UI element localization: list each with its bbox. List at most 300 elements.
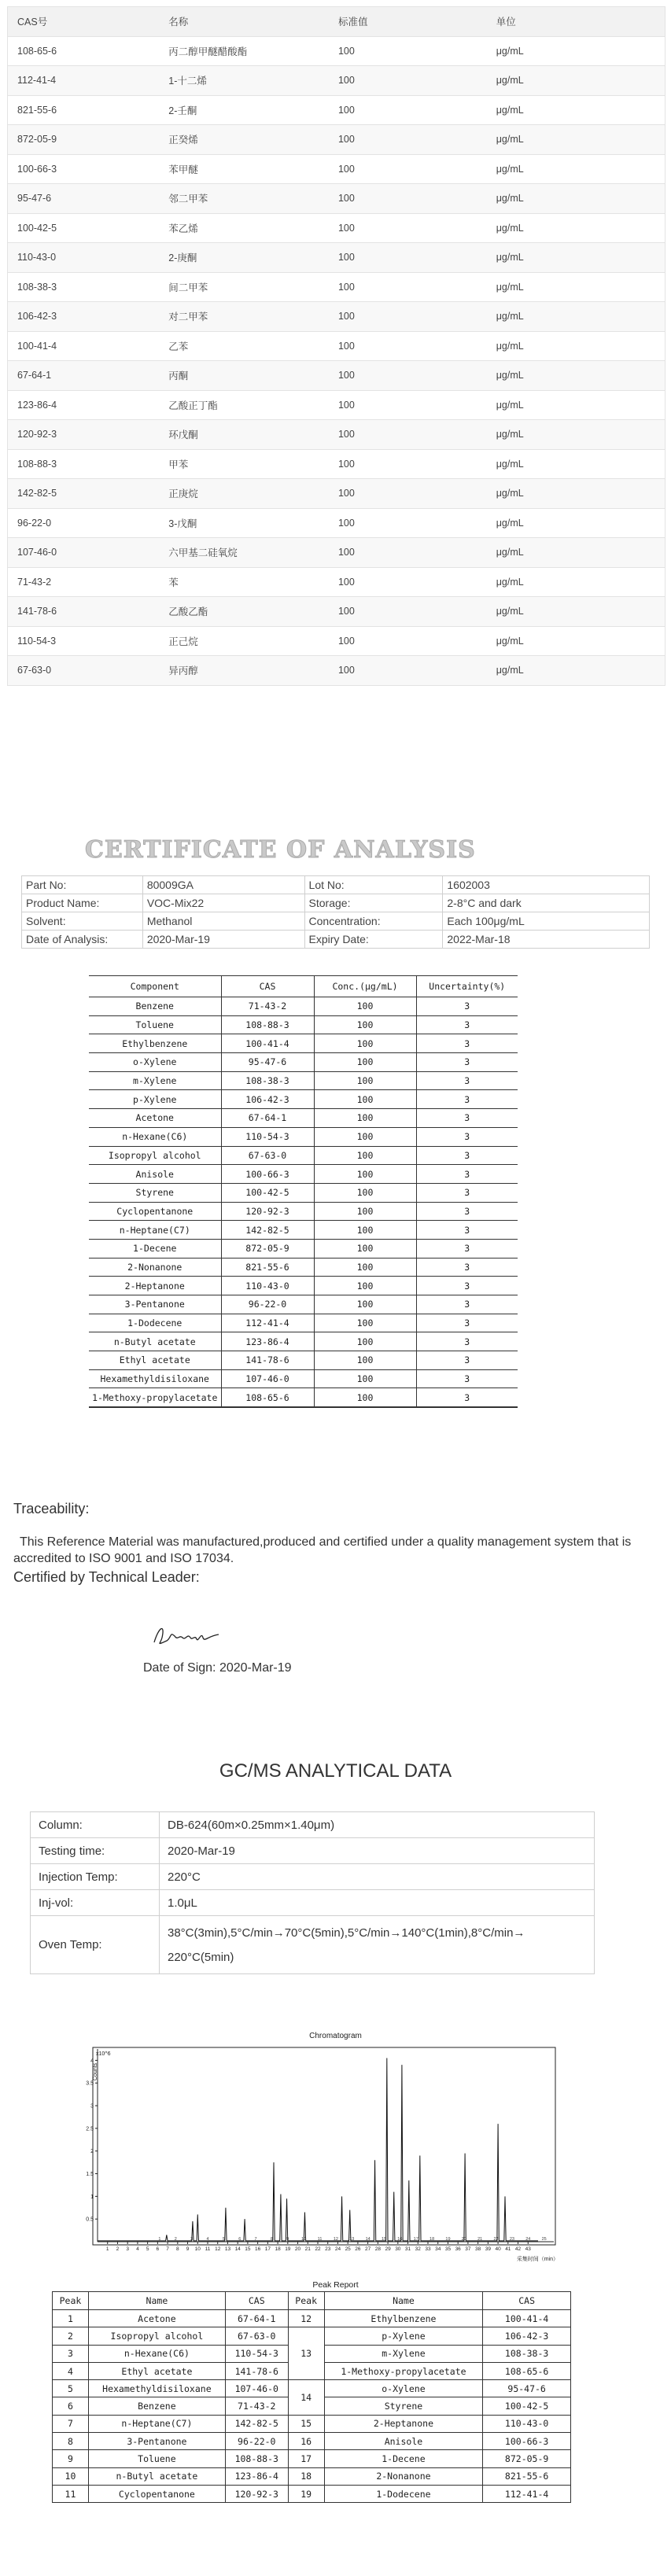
peak-number-label: 14	[365, 2237, 371, 2242]
table-cell: 821-55-6	[483, 2467, 571, 2485]
table-cell: n-Heptane(C7)	[88, 2415, 225, 2432]
component-header-cell: Component	[89, 976, 221, 997]
peak-number-label: 8	[270, 2237, 273, 2242]
table-cell: Styrene	[89, 1183, 221, 1202]
table-cell: μg/mL	[487, 420, 665, 450]
table-cell: Anisole	[324, 2433, 483, 2450]
table-cell: Ethyl acetate	[88, 2362, 225, 2379]
x-tick-label: 41	[505, 2246, 511, 2252]
gcms-row	[31, 1864, 595, 1890]
x-tick-label: 25	[345, 2246, 351, 2252]
table-cell: 100	[314, 1314, 416, 1332]
table-row	[53, 2310, 571, 2327]
table-cell: 100	[329, 184, 487, 214]
table-cell: n-Hexane(C6)	[88, 2345, 225, 2362]
table-row	[53, 2380, 571, 2397]
y-scale-label: x10^6	[96, 2051, 111, 2057]
table-cell: 对二甲苯	[159, 302, 329, 332]
peak-number-label: 21	[477, 2237, 483, 2242]
info-value: Methanol	[142, 912, 304, 931]
table-cell: 1-Decene	[89, 1239, 221, 1258]
x-tick-label: 2	[116, 2246, 120, 2252]
table-cell: 3	[416, 1369, 518, 1388]
table-row	[89, 1314, 518, 1332]
table-cell: 2	[53, 2327, 89, 2345]
x-tick-label: 28	[374, 2246, 381, 2252]
table-cell: 100-42-5	[221, 1183, 314, 1202]
table-cell: 120-92-3	[8, 420, 160, 450]
peak-number-label: 23	[509, 2237, 514, 2242]
x-tick-label: 3	[126, 2246, 129, 2252]
table-cell: 3	[416, 1071, 518, 1090]
table-cell: 872-05-9	[8, 125, 160, 155]
table-cell: 96-22-0	[221, 1295, 314, 1314]
peak-number-label: 5	[222, 2237, 225, 2242]
x-tick-label: 31	[404, 2246, 411, 2252]
table-row	[53, 2485, 571, 2502]
table-cell: 108-38-3	[483, 2345, 571, 2362]
info-row	[22, 931, 650, 949]
x-tick-label: 9	[186, 2246, 190, 2252]
x-tick-label: 42	[514, 2246, 522, 2252]
table-cell: 100	[314, 1127, 416, 1146]
table-cell: 14	[288, 2380, 324, 2416]
x-tick-label: 23	[325, 2246, 331, 2252]
info-label: Concentration:	[304, 912, 443, 931]
table-cell: Cyclopentanone	[89, 1202, 221, 1221]
table-row	[8, 184, 665, 214]
table-cell: 821-55-6	[221, 1258, 314, 1277]
table-cell: 18	[288, 2467, 324, 2485]
peak-number-label: 7	[254, 2237, 257, 2242]
table-cell: 100-42-5	[483, 2397, 571, 2415]
table-cell: 11	[53, 2485, 89, 2502]
table-row	[89, 1165, 518, 1184]
table-row	[89, 1183, 518, 1202]
info-value: VOC-Mix22	[142, 894, 304, 912]
table-cell: 3	[416, 1090, 518, 1109]
peak-number-label: 2	[174, 2237, 177, 2242]
table-cell: 乙苯	[159, 331, 329, 361]
gcms-value: 2020-Mar-19	[160, 1838, 595, 1864]
table-cell: 3	[53, 2345, 89, 2362]
table-cell: 67-64-1	[8, 361, 160, 391]
table-cell: 110-43-0	[483, 2415, 571, 2432]
table-cell: 3	[416, 1146, 518, 1165]
gcms-title: GC/MS ANALYTICAL DATA	[219, 1760, 452, 1782]
table-row	[89, 1369, 518, 1388]
x-tick-label: 8	[176, 2246, 179, 2252]
table-cell: 7	[53, 2415, 89, 2432]
table-row	[89, 1221, 518, 1240]
table-cell: 120-92-3	[221, 1202, 314, 1221]
y-tick-label: 1.5	[86, 2172, 94, 2178]
peak-number-label: 11	[317, 2237, 323, 2242]
gcms-label: Testing time:	[31, 1838, 160, 1864]
table-cell: 3-Pentanone	[88, 2433, 225, 2450]
gcms-value: 1.0μL	[160, 1890, 595, 1916]
table-cell: 4	[53, 2362, 89, 2379]
table-cell: 2-Nonanone	[89, 1258, 221, 1277]
table-cell: Hexamethyldisiloxane	[88, 2380, 225, 2397]
table-row	[8, 213, 665, 243]
table-row	[8, 567, 665, 597]
table-row	[89, 1053, 518, 1072]
table-cell: 141-78-6	[221, 1351, 314, 1370]
x-tick-label: 13	[224, 2246, 231, 2252]
table-cell: m-Xylene	[89, 1071, 221, 1090]
table-cell: 3	[416, 1221, 518, 1240]
table-cell: 100	[314, 1146, 416, 1165]
table-cell: Ethylbenzene	[89, 1034, 221, 1053]
info-label: Solvent:	[22, 912, 143, 931]
component-header-row	[89, 976, 518, 997]
x-tick-label: 27	[365, 2246, 371, 2252]
table-row	[53, 2433, 571, 2450]
peak-header-cell: CAS	[483, 2292, 571, 2310]
table-cell: μg/mL	[487, 95, 665, 125]
table-cell: μg/mL	[487, 125, 665, 155]
table-cell: 100	[329, 479, 487, 509]
table-row	[8, 125, 665, 155]
table-row	[89, 1015, 518, 1034]
table-cell: 100	[329, 508, 487, 538]
peak-number-label: 19	[445, 2237, 451, 2242]
table-cell: μg/mL	[487, 626, 665, 656]
y-tick-label: 1	[90, 2194, 94, 2200]
table-cell: 2-Heptanone	[89, 1277, 221, 1295]
table-cell: 95-47-6	[221, 1053, 314, 1072]
info-row	[22, 912, 650, 931]
x-tick-label: 15	[245, 2246, 251, 2252]
table-cell: 3	[416, 1351, 518, 1370]
table-cell: 1-Dodecene	[324, 2485, 483, 2502]
x-tick-label: 6	[156, 2246, 160, 2252]
table-cell: 17	[288, 2450, 324, 2467]
y-axis-label: Counts	[93, 2062, 98, 2080]
table-cell: 9	[53, 2450, 89, 2467]
table-row	[89, 1146, 518, 1165]
table-cell: 141-78-6	[225, 2362, 288, 2379]
table-row	[8, 656, 665, 686]
table-cell: 100	[329, 213, 487, 243]
table-cell: 2-壬酮	[159, 95, 329, 125]
table-cell: 3-戊酮	[159, 508, 329, 538]
table-cell: μg/mL	[487, 213, 665, 243]
gcms-row	[31, 1812, 595, 1838]
peak-number-label: 13	[349, 2237, 355, 2242]
table-row	[89, 1277, 518, 1295]
y-tick-label: 2	[90, 2149, 94, 2155]
x-tick-label: 5	[146, 2246, 149, 2252]
table-cell: 123-86-4	[225, 2467, 288, 2485]
table-cell: 100	[314, 1109, 416, 1128]
table-row	[89, 1127, 518, 1146]
table-row	[53, 2467, 571, 2485]
table-cell: 1	[53, 2310, 89, 2327]
table-cell: μg/mL	[487, 361, 665, 391]
table-cell: 95-47-6	[8, 184, 160, 214]
table-cell: p-Xylene	[89, 1090, 221, 1109]
table-cell: 1-十二烯	[159, 66, 329, 96]
table-cell: μg/mL	[487, 272, 665, 302]
traceability-heading: Traceability:	[13, 1501, 90, 1516]
table-cell: 100	[314, 1053, 416, 1072]
table-cell: Acetone	[88, 2310, 225, 2327]
table-cell: 环戊酮	[159, 420, 329, 450]
table-cell: 乙酸乙酯	[159, 597, 329, 627]
table-cell: Hexamethyldisiloxane	[89, 1369, 221, 1388]
table-cell: 1-Decene	[324, 2450, 483, 2467]
table-cell: 1-Methoxy-propylacetate	[89, 1388, 221, 1407]
table-cell: 100	[329, 361, 487, 391]
table-row	[89, 1109, 518, 1128]
x-tick-label: 40	[495, 2246, 501, 2252]
table-cell: 3	[416, 1015, 518, 1034]
table-cell: 邻二甲苯	[159, 184, 329, 214]
table-row	[89, 1351, 518, 1370]
table-cell: 100	[329, 449, 487, 479]
table-cell: 3	[416, 1277, 518, 1295]
table-cell: 3	[416, 1034, 518, 1053]
table-cell: 67-63-0	[221, 1146, 314, 1165]
table-row	[89, 997, 518, 1016]
table-cell: 2-庚酮	[159, 243, 329, 273]
table-row	[8, 508, 665, 538]
info-label: Lot No:	[304, 876, 443, 894]
table-cell: 872-05-9	[221, 1239, 314, 1258]
peak-number-label: 17	[413, 2237, 418, 2242]
table-cell: 3	[416, 1239, 518, 1258]
table-cell: 107-46-0	[8, 538, 160, 568]
table-cell: μg/mL	[487, 479, 665, 509]
signature-image	[151, 1620, 222, 1649]
x-tick-label: 4	[136, 2246, 139, 2252]
table-cell: 100	[329, 597, 487, 627]
table-row	[53, 2450, 571, 2467]
gcms-label: Column:	[31, 1812, 160, 1838]
info-label: Expiry Date:	[304, 931, 443, 949]
table-cell: 108-65-6	[483, 2362, 571, 2379]
info-label: Part No:	[22, 876, 143, 894]
table-cell: μg/mL	[487, 302, 665, 332]
table-cell: 100	[329, 36, 487, 66]
table-cell: 108-88-3	[225, 2450, 288, 2467]
table-cell: 2-Heptanone	[324, 2415, 483, 2432]
table-row	[89, 1239, 518, 1258]
table-cell: 100	[314, 1388, 416, 1407]
x-tick-label: 10	[194, 2246, 201, 2252]
info-label: Storage:	[304, 894, 443, 912]
table-cell: 142-82-5	[8, 479, 160, 509]
table-cell: 3	[416, 997, 518, 1016]
table-cell: 100	[329, 243, 487, 273]
table-row	[8, 479, 665, 509]
y-tick-label: 3.5	[86, 2080, 94, 2087]
table-row	[53, 2415, 571, 2432]
table-cell: 110-43-0	[8, 243, 160, 273]
table-cell: 821-55-6	[8, 95, 160, 125]
peak-number-label: 6	[238, 2237, 241, 2242]
peak-number-label: 10	[301, 2237, 307, 2242]
table-cell: μg/mL	[487, 449, 665, 479]
peak-header-cell: Name	[88, 2292, 225, 2310]
table-cell: μg/mL	[487, 331, 665, 361]
peak-header-cell: Peak	[288, 2292, 324, 2310]
x-tick-label: 36	[455, 2246, 461, 2252]
table-cell: 112-41-4	[8, 66, 160, 96]
table-cell: 100	[329, 420, 487, 450]
table-row	[8, 390, 665, 420]
info-value: 1602003	[443, 876, 650, 894]
table-cell: Cyclopentanone	[88, 2485, 225, 2502]
table-cell: Toluene	[88, 2450, 225, 2467]
component-header-cell: CAS	[221, 976, 314, 997]
table-cell: 19	[288, 2485, 324, 2502]
table-cell: 100	[329, 302, 487, 332]
table-row	[8, 302, 665, 332]
x-tick-label: 24	[334, 2246, 341, 2252]
table-cell: μg/mL	[487, 656, 665, 686]
table-cell: 正癸烯	[159, 125, 329, 155]
table-row	[8, 36, 665, 66]
table-cell: 100	[314, 1221, 416, 1240]
table-cell: 106-42-3	[8, 302, 160, 332]
chromatogram-chart	[63, 2037, 571, 2273]
table-cell: 67-63-0	[225, 2327, 288, 2345]
table-cell: 108-88-3	[221, 1015, 314, 1034]
table-cell: 15	[288, 2415, 324, 2432]
table-cell: 110-54-3	[8, 626, 160, 656]
table-row	[89, 1034, 518, 1053]
table-cell: 108-88-3	[8, 449, 160, 479]
info-label: Product Name:	[22, 894, 143, 912]
gcms-label: Inj-vol:	[31, 1890, 160, 1916]
table-cell: 3	[416, 1202, 518, 1221]
info-label: Date of Analysis:	[22, 931, 143, 949]
table-cell: 100	[314, 1277, 416, 1295]
spec-header-row	[8, 7, 665, 37]
table-cell: Toluene	[89, 1015, 221, 1034]
table-cell: n-Heptane(C7)	[89, 1221, 221, 1240]
table-row	[89, 1388, 518, 1407]
y-tick-label: 0.5	[86, 2217, 94, 2223]
plot-frame	[93, 2047, 555, 2245]
table-cell: 71-43-2	[8, 567, 160, 597]
peak-number-label: 24	[525, 2237, 531, 2242]
table-cell: 100	[314, 997, 416, 1016]
peak-number-label: 3	[190, 2237, 194, 2242]
x-tick-label: 7	[166, 2246, 169, 2252]
table-cell: μg/mL	[487, 508, 665, 538]
table-row	[8, 420, 665, 450]
gcms-value: 38°C(3min),5°C/min→70°C(5min),5°C/min→140°C(1min),8°C/min→ 220°C(5min)	[160, 1916, 595, 1974]
table-cell: 100	[329, 125, 487, 155]
y-tick-label: 3	[90, 2103, 94, 2110]
table-cell: μg/mL	[487, 390, 665, 420]
info-row	[22, 876, 650, 894]
table-cell: 872-05-9	[483, 2450, 571, 2467]
table-cell: 100	[314, 1351, 416, 1370]
gcms-value: 220°C	[160, 1864, 595, 1890]
x-tick-label: 35	[444, 2246, 452, 2252]
table-cell: 3	[416, 1183, 518, 1202]
x-tick-label: 19	[285, 2246, 291, 2252]
table-cell: 67-64-1	[225, 2310, 288, 2327]
peak-number-label: 22	[493, 2237, 499, 2242]
table-cell: p-Xylene	[324, 2327, 483, 2345]
peak-number-label: 25	[541, 2237, 547, 2242]
table-row	[89, 1295, 518, 1314]
table-cell: 110-54-3	[225, 2345, 288, 2362]
table-cell: 112-41-4	[483, 2485, 571, 2502]
table-cell: 96-22-0	[225, 2433, 288, 2450]
table-cell: 正己烷	[159, 626, 329, 656]
table-cell: 100	[314, 1258, 416, 1277]
x-tick-label: 22	[315, 2246, 321, 2252]
table-cell: 141-78-6	[8, 597, 160, 627]
table-cell: 100-66-3	[483, 2433, 571, 2450]
table-cell: Benzene	[89, 997, 221, 1016]
table-cell: 100	[329, 390, 487, 420]
table-cell: 67-63-0	[8, 656, 160, 686]
table-cell: 正庚烷	[159, 479, 329, 509]
table-cell: 100	[329, 538, 487, 568]
info-value: 2022-Mar-18	[443, 931, 650, 949]
table-cell: 100	[314, 1369, 416, 1388]
x-tick-label: 16	[255, 2246, 261, 2252]
table-cell: 16	[288, 2433, 324, 2450]
gcms-conditions-table	[30, 1811, 595, 1974]
table-cell: μg/mL	[487, 597, 665, 627]
table-cell: 苯乙烯	[159, 213, 329, 243]
table-cell: 100	[329, 272, 487, 302]
spec-table	[7, 6, 665, 686]
table-cell: 5	[53, 2380, 89, 2397]
table-cell: 100-41-4	[8, 331, 160, 361]
table-cell: 108-38-3	[221, 1071, 314, 1090]
table-cell: 100	[329, 567, 487, 597]
table-cell: 12	[288, 2310, 324, 2327]
table-cell: 100	[329, 656, 487, 686]
table-cell: μg/mL	[487, 36, 665, 66]
table-row	[89, 1332, 518, 1351]
table-row	[8, 331, 665, 361]
table-cell: 142-82-5	[225, 2415, 288, 2432]
table-cell: 苯	[159, 567, 329, 597]
table-cell: 8	[53, 2433, 89, 2450]
table-cell: Acetone	[89, 1109, 221, 1128]
x-tick-label: 18	[275, 2246, 281, 2252]
table-row	[89, 1202, 518, 1221]
table-cell: Styrene	[324, 2397, 483, 2415]
table-cell: 乙酸正丁酯	[159, 390, 329, 420]
x-tick-label: 21	[304, 2246, 311, 2252]
table-cell: o-Xylene	[89, 1053, 221, 1072]
table-cell: m-Xylene	[324, 2345, 483, 2362]
table-cell: 110-54-3	[221, 1127, 314, 1146]
info-value: 80009GA	[142, 876, 304, 894]
peak-header-cell: Peak	[53, 2292, 89, 2310]
peak-number-label: 20	[461, 2237, 466, 2242]
table-cell: 100-66-3	[8, 154, 160, 184]
x-tick-label: 38	[475, 2246, 481, 2252]
table-cell: 3-Pentanone	[89, 1295, 221, 1314]
table-cell: 3	[416, 1258, 518, 1277]
peak-number-label: 1	[158, 2237, 161, 2242]
x-tick-label: 30	[395, 2246, 401, 2252]
gcms-value: DB-624(60m×0.25mm×1.40μm)	[160, 1812, 595, 1838]
